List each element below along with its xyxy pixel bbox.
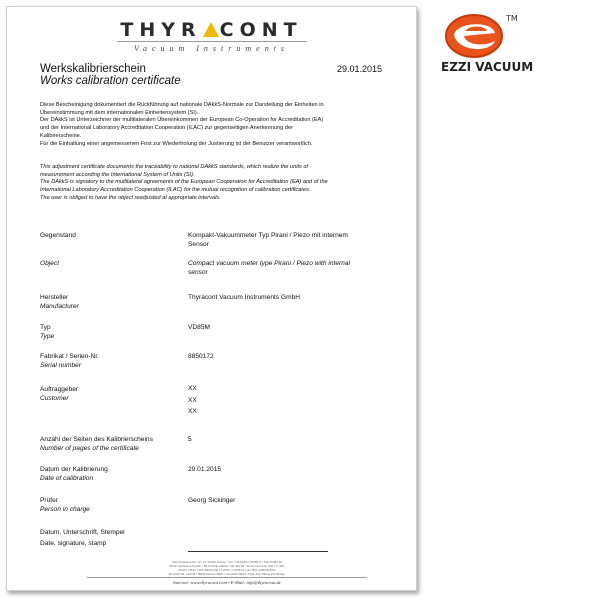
intro-en-line: International Laboratory Accreditation Cooperation (ILAC) for the mutual recognition of calibration certificates. <box>40 187 311 194</box>
intro-en-line: measurement according the International System of Units (SI). <box>40 171 195 178</box>
value-line: Sensor <box>188 240 209 248</box>
certificate-page <box>6 6 417 591</box>
intro-en-line: The DAkkS is signatory to the multilateral agreements of the European Cooperation for Accreditation (EA) and of the <box>40 179 328 186</box>
label-en: Person in charge <box>40 505 90 513</box>
label-de: Datum, Unterschrift, Stempel <box>40 529 125 536</box>
brand-divider <box>117 41 307 42</box>
brand-triangle-icon <box>203 22 219 37</box>
field-value: 5 <box>188 436 192 443</box>
value-line: XX <box>188 396 197 404</box>
field-value: VD85M <box>188 324 210 331</box>
label-en: Customer <box>40 394 69 402</box>
value-line: sensor <box>188 268 208 276</box>
label-de: Auftraggeber <box>40 386 79 393</box>
label-de: Typ <box>40 324 51 331</box>
label-en: Serial number <box>40 361 82 369</box>
intro-de-line: Für die Einhaltung einer angemessenen Frist zur Wiederholung der Justierung ist der Benutzer verantwortlich. <box>40 140 313 147</box>
intro-de-line: Der DAkkS ist Unterzeichner der multilateralen Übereinkommen der European Co-Operation for Accreditation (EA) <box>40 117 324 124</box>
intro-english <box>40 164 385 203</box>
field-label: Gegenstand <box>40 232 76 239</box>
field-value: 29.01.2015 <box>188 466 222 473</box>
field-label <box>40 527 185 549</box>
field-value <box>188 232 388 250</box>
footer-line: Bank: Sparkasse Passau • BLZ/bank number 740 500 00 • Konto/account: 240 171 983 <box>169 564 285 569</box>
field-label <box>40 353 185 371</box>
value-line: XX <box>188 385 197 392</box>
label-de: Prüfer <box>40 497 58 504</box>
field-label <box>40 324 185 342</box>
field-label <box>40 497 185 515</box>
trademark-mark: TM <box>506 14 518 23</box>
footer-line: Rechtsform: GmbH • HRB Passau: 4999 • Geschäftsführer: Dipl.-Ing. Heinz Plechinger <box>168 572 286 577</box>
intro-de-line: Übereinstimmung mit dem internationalen Einheitensystem (SI). <box>40 109 199 116</box>
footer-web: Internet: www.thyracont.com • E-Mail: info@thyracont.de <box>173 580 281 585</box>
intro-de-line: Kalibrierscheine. <box>40 132 82 139</box>
label-en: Date, signature, stamp <box>40 540 107 547</box>
label-en: Manufacturer <box>40 302 79 310</box>
footer-divider <box>87 577 367 578</box>
brand-name-right: CONT <box>219 19 303 41</box>
brand-name-left: THYR <box>120 19 202 41</box>
field-label: Object <box>40 260 60 267</box>
label-de: Fabrikat / Serien-Nr. <box>40 353 99 360</box>
label-de: Anzahl der Seiten des Kalibrierscheins <box>40 436 153 443</box>
intro-de-line: und der International Laboratory Accreditation Cooperation (ILAC) zur gegenseitigen Anerkennung der <box>40 125 293 132</box>
signature-line <box>188 551 328 552</box>
label-en: Number of pages of the certificate <box>40 444 139 452</box>
value-line: XX <box>188 408 197 415</box>
field-value: Thyracont Vacuum Instruments GmbH <box>188 294 301 301</box>
field-label <box>40 436 190 454</box>
label-en: Type <box>40 332 55 340</box>
label-de: Hersteller <box>40 294 69 301</box>
brand-subtitle: Vacuum Instruments <box>133 44 290 53</box>
field-value: 8850172 <box>188 353 214 360</box>
field-label <box>40 466 185 484</box>
intro-de-line: Diese Bescheinigung dokumentiert die Rückführung auf nationale DAkkS-Normale zur Darstellung der Einheiten in <box>40 102 324 108</box>
value-line: Compact vacuum meter type Pirani / Piezo with internal <box>188 260 350 267</box>
ezzi-vacuum-logo-text: EZZI VACUUM <box>441 60 534 74</box>
field-value <box>188 260 388 278</box>
certificate-date: 29.01.2015 <box>337 64 383 74</box>
label-en: Date of calibration <box>40 474 94 482</box>
thyracont-brand <box>7 19 416 41</box>
footer-line: IBAN: DE42 7405 0000 0240 1719 83 • SWIFT-Code: BYLADEM1PAS <box>178 568 276 573</box>
field-value: Georg Sickinger <box>188 497 236 504</box>
label-de: Datum der Kalibrierung <box>40 466 108 473</box>
value-line: Kompakt-Vakuummeter Typ Pirani / Piezo mit internem <box>188 232 348 239</box>
intro-en-line: This adjustment certificate documents the traceability to national DAkkS standards, which realize the units of <box>40 164 309 170</box>
footer-line: Max-Emanuel-Str. 10 • D- 94036 Passau • Tel. +49 (0)851 95986-0 • Fax 95986-40 <box>171 560 283 564</box>
field-value <box>188 383 388 418</box>
intro-en-line: The user is obliged to have the object readjusted at appropriate intervals. <box>40 194 221 201</box>
field-label <box>40 386 185 404</box>
footer-address <box>97 560 357 576</box>
intro-german <box>40 102 385 148</box>
certificate-title-de: Werkskalibrierschein <box>40 63 146 75</box>
certificate-title-en: Works calibration certificate <box>40 75 181 87</box>
field-label <box>40 294 185 312</box>
